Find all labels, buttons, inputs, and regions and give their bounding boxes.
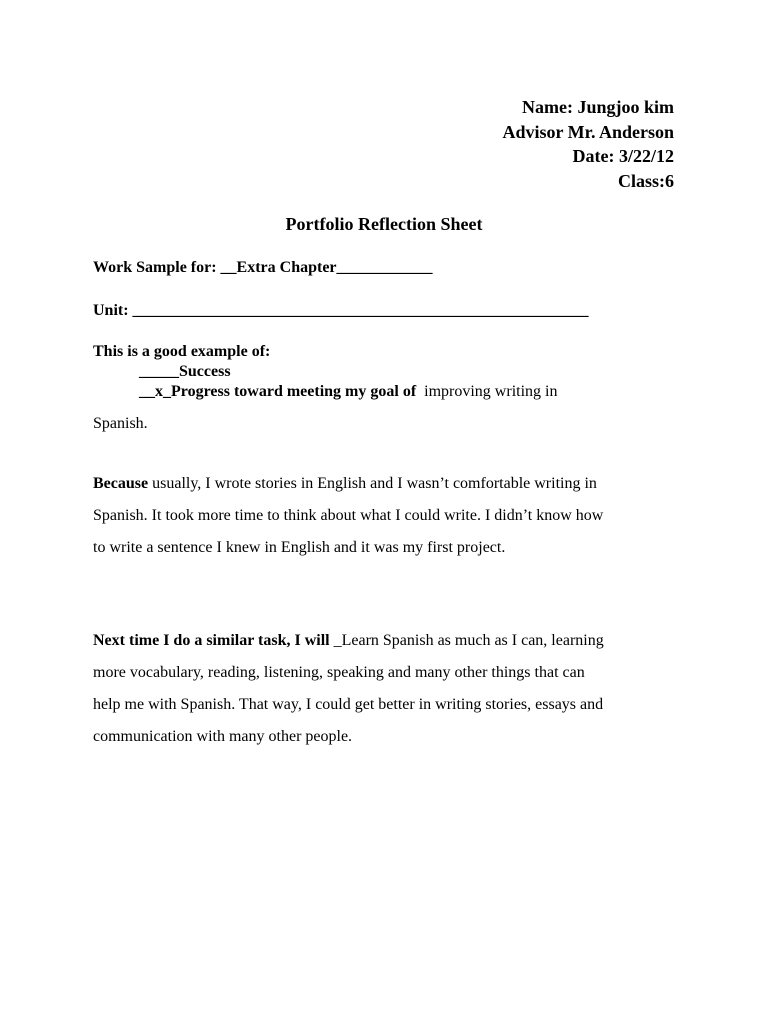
- option-progress: __x_Progress toward meeting my goal of: [139, 383, 417, 400]
- goal-text-continued: Spanish.: [93, 415, 148, 432]
- next-time-line-1: _Learn Spanish as much as I can, learning: [329, 632, 604, 649]
- because-paragraph: [93, 468, 683, 564]
- option-progress-row: [139, 382, 557, 402]
- unit-line: Unit: _________________________________________________________: [93, 302, 589, 319]
- next-time-line-4: communication with many other people.: [93, 728, 353, 745]
- goal-text: improving writing in: [424, 383, 558, 400]
- option-success: _____Success: [139, 363, 231, 380]
- because-line-2: Spanish. It took more time to think about what I could write. I didn’t know how: [93, 507, 604, 524]
- next-time-line-3: help me with Spanish. That way, I could get better in writing stories, essays and: [93, 696, 604, 713]
- student-info-header: [502, 95, 674, 193]
- work-sample-line: Work Sample for: __Extra Chapter____________: [93, 259, 433, 276]
- class-field: Class:6: [617, 170, 674, 191]
- because-line-1: usually, I wrote stories in English and I wasn’t comfortable writing in: [148, 475, 597, 492]
- next-time-line-2: more vocabulary, reading, listening, speaking and many other things that can: [93, 664, 585, 681]
- advisor-name: Advisor Mr. Anderson: [502, 121, 674, 142]
- next-time-paragraph: [93, 625, 683, 753]
- because-line-3: to write a sentence I knew in English and it was my first project.: [93, 539, 506, 556]
- good-example-heading: This is a good example of:: [93, 343, 271, 360]
- because-label: Because: [93, 475, 149, 492]
- student-name: Name: Jungjoo kim: [522, 97, 674, 117]
- next-time-label: Next time I do a similar task, I will: [93, 632, 330, 649]
- page-title: Portfolio Reflection Sheet: [285, 214, 483, 234]
- date-field: Date: 3/22/12: [572, 146, 674, 166]
